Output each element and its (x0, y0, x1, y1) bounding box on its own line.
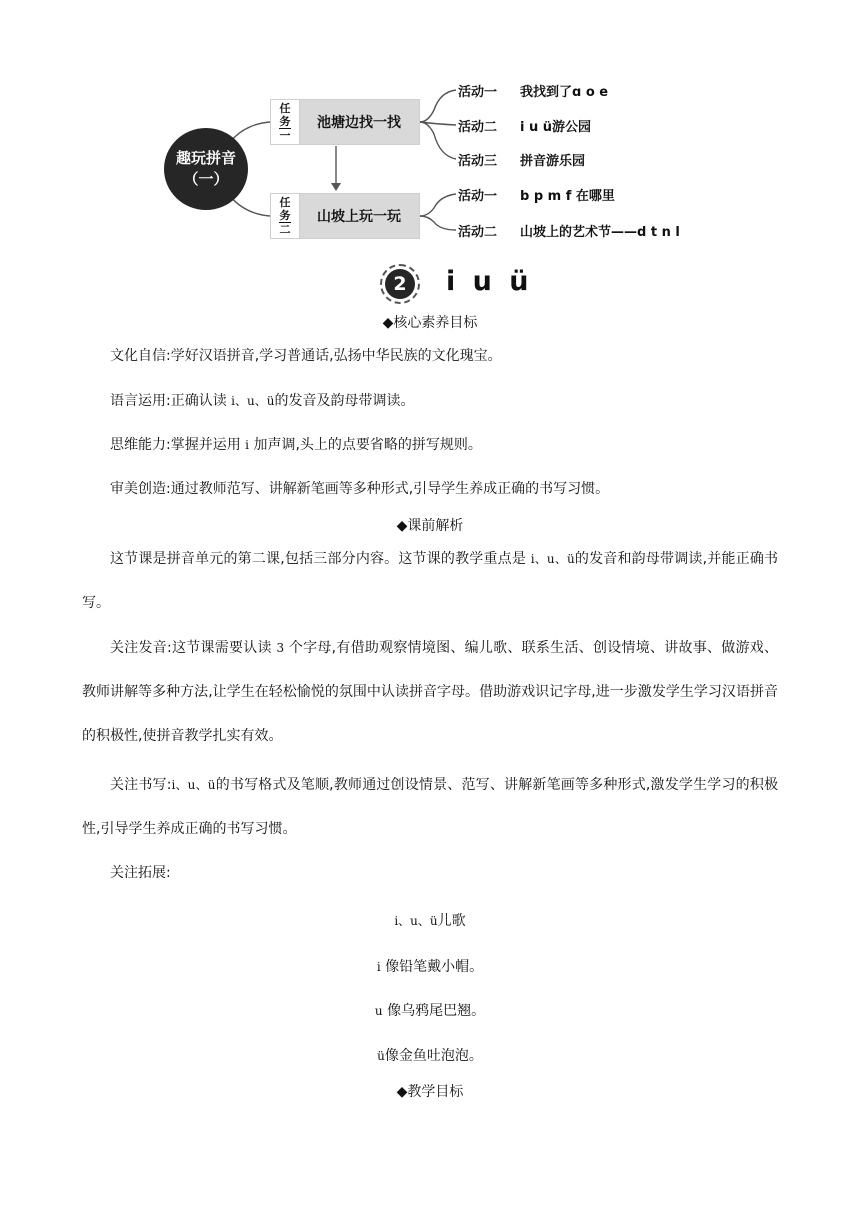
activity-label: 活动一 (458, 189, 498, 204)
task1-branch-3 (420, 122, 456, 159)
rhyme-text: 像铅笔戴小帽。 (385, 959, 484, 975)
activity-title: 我找到了ɑ o e (520, 85, 609, 100)
task1-branch-1 (420, 90, 456, 122)
task-1-box (270, 99, 420, 145)
pinyin-letters: i、u、ü (171, 778, 216, 792)
activity-title: 拼音游乐园 (520, 154, 586, 169)
mind-map (0, 0, 860, 260)
rhyme-title-text: 儿歌 (437, 913, 466, 929)
goal-label: 思维能力: (110, 437, 171, 453)
task-2-tag-char: 任 (279, 196, 291, 209)
section-heading-core-goals: ◆核心素养目标 (382, 315, 478, 331)
root-to-task1-line (230, 122, 270, 142)
goal-language (82, 379, 778, 423)
task-1-activity-1 (458, 81, 608, 100)
task2-branch-1 (420, 194, 456, 216)
rhyme-text: 像乌鸦尾巴翘。 (387, 1003, 486, 1019)
rhyme-line-2 (0, 1000, 860, 1020)
task-1-name: 池塘边找一找 (317, 115, 401, 131)
task2-branch-2 (420, 216, 456, 230)
analysis-intro (82, 537, 778, 625)
goal-label: 语言运用: (110, 393, 171, 409)
activity-title: b p m f 在哪里 (520, 189, 615, 204)
analysis-text: 这节课需要认读 (171, 640, 272, 656)
goal-aesthetic (82, 467, 778, 511)
activity-title: 山坡上的艺术节——d t n l (520, 225, 680, 240)
task-2-name: 山坡上玩一玩 (317, 209, 401, 225)
goal-text: 的发音及韵母带调读。 (274, 393, 415, 409)
task-2-box (270, 193, 420, 239)
goal-label: 审美创造: (110, 481, 171, 497)
pinyin-letter: u (374, 1004, 383, 1018)
activity-label: 活动二 (458, 225, 498, 240)
analysis-label: 关注书写: (110, 777, 172, 793)
rhyme-title (0, 910, 860, 930)
analysis-writing (82, 763, 778, 851)
mind-map-root-label: 趣玩拼音（一） (176, 149, 237, 188)
task-1-activity-2 (458, 116, 591, 135)
pinyin-letters: i、u、ü (530, 552, 575, 566)
analysis-extension (82, 851, 778, 895)
task-1-activity-3 (458, 150, 585, 169)
task-1-tag-char: 任 (279, 102, 291, 115)
activity-title: i u ü游公园 (520, 120, 592, 135)
goal-culture (82, 334, 778, 378)
goal-text: 学好汉语拼音,学习普通话,弘扬中华民族的文化瑰宝。 (170, 348, 502, 364)
goal-label: 文化自信: (110, 348, 171, 364)
activity-label: 活动三 (458, 154, 498, 169)
activity-label: 活动二 (458, 120, 498, 135)
root-to-task2-line (230, 196, 270, 216)
task-1-tag-char: 一 (279, 129, 291, 142)
task-2-tag (271, 194, 300, 238)
pinyin-letter: ü (377, 1049, 385, 1063)
letter-count: 3 (276, 641, 285, 655)
goal-text: 通过教师范写、讲解新笔画等多种形式,引导学生养成正确的书写习惯。 (170, 481, 610, 497)
analysis-label: 关注拓展: (110, 865, 171, 881)
analysis-text: 这节课是拼音单元的第二课,包括三部分内容。这节课的教学重点是 (110, 551, 527, 567)
mind-map-connectors (0, 0, 860, 260)
section-heading-teaching-goals: ◆教学目标 (396, 1084, 464, 1100)
section-heading-pre-analysis: ◆课前解析 (396, 518, 464, 534)
activity-label: 活动一 (458, 85, 498, 100)
mind-map-root (164, 128, 248, 210)
analysis-text: 的书写格式及笔顺,教师通过创设情景、范写、讲解新笔画等多种形式,激发学生学习的积极性,引导学生养成正确的书写习惯。 (82, 777, 779, 837)
goal-thinking (82, 423, 778, 467)
task-arrow-head (331, 183, 341, 191)
task-2-activity-2 (458, 221, 680, 240)
task-1-tag (271, 100, 300, 144)
pinyin-letter: i (376, 960, 381, 974)
rhyme-text: 像金鱼吐泡泡。 (384, 1048, 483, 1064)
lesson-number: 2 (385, 269, 415, 299)
analysis-text: 个字母,有借助观察情境图、编儿歌、联系生活、创设情境、讲故事、做游戏、教师讲解等多种方法,让学生在轻松愉悦的氛围中认读拼音字母。借助游戏识记字母,进一步激发学生学习汉语拼音的积极性,使拼音教学扎实有效。 (82, 640, 779, 744)
goal-text: 加声调,头上的点要省略的拼写规则。 (253, 437, 482, 453)
rhyme-line-3 (0, 1045, 860, 1065)
task-2-tag-char: 二 (279, 223, 291, 236)
lesson-title: i u ü (446, 266, 533, 297)
rhyme-line-1 (0, 956, 860, 976)
pinyin-letters: i、u、ü (231, 394, 275, 408)
pinyin-letters: i、u、ü (394, 914, 438, 928)
lesson-number-badge (380, 264, 420, 304)
task-1-tag-char: 务 (279, 115, 291, 128)
task-2-activity-1 (458, 185, 615, 204)
pinyin-letter: i (245, 438, 250, 452)
analysis-pronunciation (82, 626, 778, 758)
task-2-tag-char: 务 (279, 209, 291, 222)
analysis-label: 关注发音: (110, 640, 172, 656)
analysis-text: 的发音和韵母带调读,并能正确书写。 (82, 551, 779, 611)
goal-text: 正确认读 (170, 393, 227, 409)
goal-text: 掌握并运用 (170, 437, 241, 453)
